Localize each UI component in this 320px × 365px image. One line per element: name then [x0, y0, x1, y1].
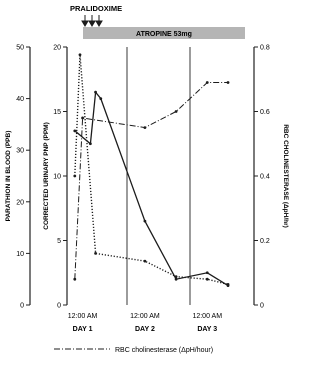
series-0-left-line [75, 55, 228, 285]
series-2-right-line [75, 83, 228, 280]
series-0-point-1 [79, 53, 82, 56]
x-time-label-2: 12:00 AM [192, 313, 223, 320]
left-axis-title: PARATHION IN BLOOD (PPB) [5, 130, 12, 222]
legend [54, 347, 213, 354]
left-axis-ticks [16, 45, 30, 310]
middle-tick-label-2: 10 [53, 173, 61, 181]
middle-tick-label-0: 0 [57, 302, 61, 310]
x-time-label-0: 12:00 AM [67, 313, 98, 320]
legend-label-rbc: RBC cholinesterase (ΔpH/hour) [115, 347, 214, 354]
middle-tick-label-3: 15 [53, 109, 61, 116]
pralidoxime-arrows [82, 15, 102, 26]
pralidoxime-arrow-1 [82, 21, 88, 26]
right-axis-title: RBC CHOLINESTERASE (ΔpH/hr) [282, 124, 289, 228]
right-tick-label-0: 0 [260, 302, 264, 310]
right-tick-label-1: 0.2 [260, 238, 270, 245]
pralidoxime-arrow-2 [89, 21, 95, 26]
left-tick-label-3: 30 [16, 147, 24, 155]
right-tick-label-4: 0.8 [260, 44, 270, 52]
series-1-middle-line [75, 92, 228, 285]
left-tick-label-4: 40 [16, 96, 24, 104]
series-1-point-5 [175, 278, 178, 281]
series-0-point-3 [144, 260, 147, 263]
series-1-point-0 [73, 129, 76, 132]
series-layer [73, 53, 229, 287]
left-tick-label-0: 0 [20, 302, 24, 310]
right-tick-label-3: 0.6 [260, 109, 270, 116]
series-2-point-0 [73, 278, 76, 281]
series-0-point-2 [94, 252, 97, 255]
series-1-point-6 [206, 271, 209, 274]
left-tick-label-2: 20 [16, 199, 24, 207]
x-day-label-1: DAY 2 [134, 326, 155, 333]
series-2-point-5 [227, 81, 230, 84]
left-tick-label-5: 50 [16, 44, 24, 52]
right-tick-label-2: 0.4 [260, 173, 270, 181]
pralidoxime-arrow-3 [96, 21, 102, 26]
series-1-point-2 [94, 91, 97, 94]
series-2-point-2 [144, 126, 147, 129]
pralidoxime-label: PRALIDOXIME [70, 4, 123, 13]
x-time-label-1: 12:00 AM [130, 313, 160, 320]
left-tick-label-1: 10 [16, 250, 24, 258]
series-1-point-1 [89, 142, 92, 145]
x-day-label-0: DAY 1 [72, 326, 93, 333]
middle-axis-ticks [53, 45, 67, 310]
series-0-point-0 [73, 175, 76, 178]
series-1-point-3 [99, 97, 102, 100]
middle-tick-label-1: 5 [57, 238, 61, 245]
series-2-point-1 [81, 117, 84, 120]
series-2-point-4 [206, 81, 209, 84]
x-axis-labels [68, 313, 222, 333]
middle-tick-label-4: 20 [53, 44, 61, 52]
series-2-point-3 [175, 110, 178, 113]
x-day-label-2: DAY 3 [197, 326, 218, 333]
middle-axis-title: CORRECTED URINARY PNP (PPM) [43, 122, 50, 230]
series-1-point-4 [144, 220, 147, 223]
right-axis-ticks [254, 45, 270, 310]
series-0-point-5 [206, 278, 209, 281]
series-1-point-7 [227, 284, 230, 287]
atropine-label: ATROPINE 53mg [136, 31, 192, 38]
